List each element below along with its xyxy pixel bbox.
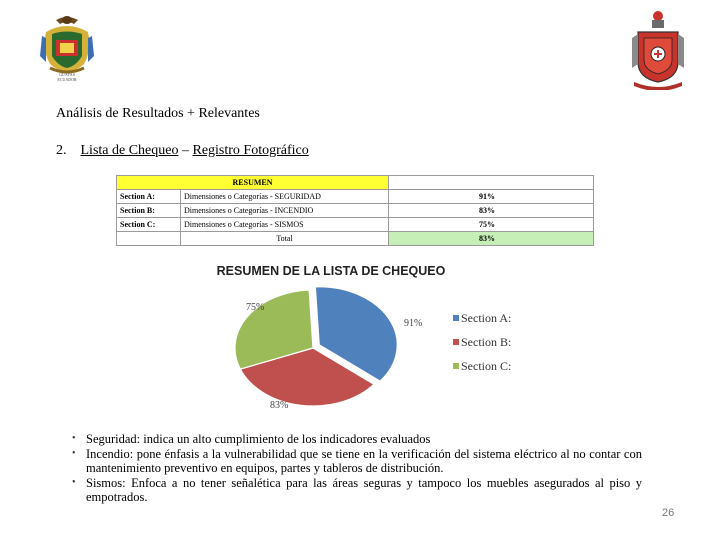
checklist-link: Lista de Chequeo [80,143,179,158]
row-section: Section B: [117,204,181,218]
total-value: 83% [389,232,594,246]
pie-data-label: 83% [270,400,289,411]
summary-header-blank [389,176,594,190]
pie-chart [216,256,546,416]
summary-header-row [117,176,594,190]
legend-entry: Section B: [461,335,512,349]
legend-entry: Section A: [461,311,512,325]
chart-title: RESUMEN DE LA LISTA DE CHEQUEO [216,264,446,278]
subheading-separator: – [178,143,193,158]
row-section: Section A: [117,190,181,204]
row-section: Section C: [117,218,181,232]
summary-header: RESUMEN [117,176,389,190]
total-label: Total [181,232,389,246]
pie-data-label: 91% [404,318,423,329]
row-value: 75% [389,218,594,232]
military-crest-icon [630,8,686,90]
list-item: • Seguridad: indica un alto cumplimiento de los indicadores evaluados [72,432,642,447]
legend-swatch [453,315,459,321]
row-description: Dimensiones o Categorías - INCENDIO [181,204,389,218]
photo-record-link: Registro Fotográfico [192,143,309,158]
table-row [117,190,594,204]
subheading-number: 2. [56,143,67,158]
row-value: 91% [389,190,594,204]
legend-entry: Section C: [461,359,512,373]
summary-table [116,175,594,246]
page-number: 26 [662,507,675,519]
table-row-total [117,232,594,246]
logo-left-caption-2: ECUADOR [57,77,77,82]
row-value: 83% [389,204,594,218]
table-row [117,204,594,218]
legend-swatch [453,339,459,345]
total-blank [117,232,181,246]
list-item: • Sismos: Enfoca a no tener señalética para las áreas seguras y tampoco los muebles asegurados al piso y empotrados. [72,476,642,505]
logo-left-caption: GUAYAS [59,72,75,77]
section-heading: Análisis de Resultados + Relevantes [56,106,260,121]
row-description: Dimensiones o Categorías - SEGURIDAD [181,190,389,204]
ecuador-coat-of-arms-icon [36,12,98,82]
findings-list [72,432,642,505]
subheading [56,143,309,159]
table-row [117,218,594,232]
list-item: • Incendio: pone énfasis a la vulnerabilidad que se tiene en la verificación del sistema eléctrico al no contar con mantenimiento preventivo en equipos, partes y tableros de distribución. [72,447,642,476]
row-description: Dimensiones o Categorías - SISMOS [181,218,389,232]
pie-data-label: 75% [246,302,265,313]
legend-swatch [453,363,459,369]
